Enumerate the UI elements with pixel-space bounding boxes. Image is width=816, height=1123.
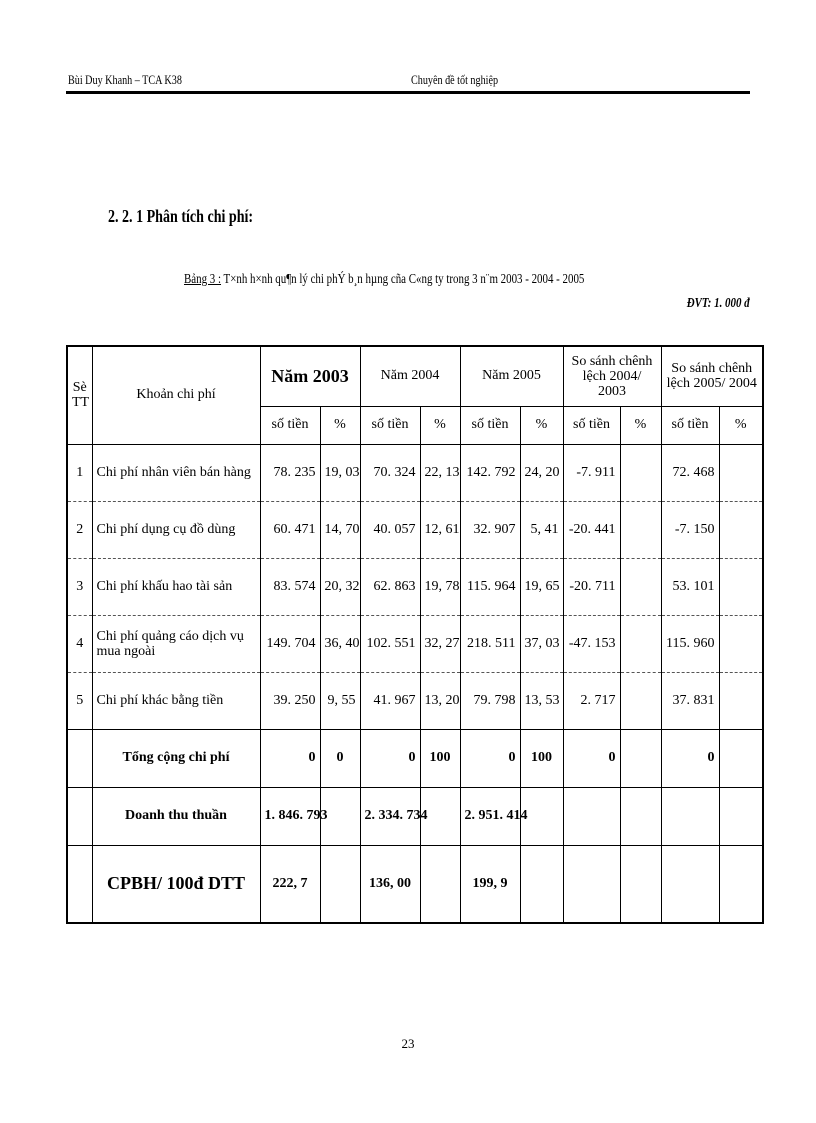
group-2003: Năm 2003 <box>260 346 360 406</box>
sub-amount: số tiền <box>563 406 620 444</box>
ratio-stt <box>67 845 92 923</box>
sub-percent: % <box>719 406 763 444</box>
cell: 1. 846. 793 <box>260 787 320 845</box>
row-stt: 1 <box>67 444 92 501</box>
cell <box>620 672 661 729</box>
cell: 0 <box>260 729 320 787</box>
cell <box>719 729 763 787</box>
cell: 12, 61 <box>420 501 460 558</box>
group-2004: Năm 2004 <box>360 346 460 406</box>
row-name: Chi phí khấu hao tài sản <box>92 558 260 615</box>
cell: 115. 960 <box>661 615 719 672</box>
cell <box>620 615 661 672</box>
cell <box>420 845 460 923</box>
header-author: Bùi Duy Khanh – TCA K38 <box>68 72 182 87</box>
cell: -20. 711 <box>563 558 620 615</box>
cell: 218. 511 <box>460 615 520 672</box>
cell: 78. 235 <box>260 444 320 501</box>
caption-text: T×nh h×nh qu¶n lý chi phÝ b¸n hµng cña C«ng ty trong 3 n¨m 2003 - 2004 - 2005 <box>221 272 585 287</box>
cell <box>719 558 763 615</box>
table-row <box>67 501 763 558</box>
revenue-stt <box>67 787 92 845</box>
group-compare-2005-2004: So sánh chênh lệch 2005/ 2004 <box>661 346 763 406</box>
cell: 142. 792 <box>460 444 520 501</box>
cell: 40. 057 <box>360 501 420 558</box>
cell: 9, 55 <box>320 672 360 729</box>
section-title: 2. 2. 1 Phân tích chi phí: <box>108 206 254 226</box>
cost-table <box>66 345 764 924</box>
sub-percent: % <box>420 406 460 444</box>
cell <box>520 845 563 923</box>
cell: 13, 53 <box>520 672 563 729</box>
sub-amount: số tiền <box>360 406 420 444</box>
cell <box>620 845 661 923</box>
cell: 0 <box>460 729 520 787</box>
cell: 115. 964 <box>460 558 520 615</box>
revenue-row <box>67 787 763 845</box>
cell: 0 <box>320 729 360 787</box>
cell <box>719 444 763 501</box>
table-row <box>67 615 763 672</box>
cell <box>719 845 763 923</box>
cell: 14, 70 <box>320 501 360 558</box>
cell: 149. 704 <box>260 615 320 672</box>
cell: 100 <box>520 729 563 787</box>
cell: 13, 20 <box>420 672 460 729</box>
cell: 79. 798 <box>460 672 520 729</box>
cell: 41. 967 <box>360 672 420 729</box>
col-stt: Sè TT <box>67 346 92 444</box>
cell: 0 <box>360 729 420 787</box>
cell: 199, 9 <box>460 845 520 923</box>
revenue-name: Doanh thu thuần <box>92 787 260 845</box>
cell <box>563 787 620 845</box>
row-name: Chi phí quảng cáo dịch vụ mua ngoài <box>92 615 260 672</box>
cell: -7. 911 <box>563 444 620 501</box>
cell: 53. 101 <box>661 558 719 615</box>
cell <box>719 672 763 729</box>
row-stt: 2 <box>67 501 92 558</box>
header-document-type: Chuyên đề tốt nghiệp <box>411 72 499 87</box>
cell: 32, 27 <box>420 615 460 672</box>
cell <box>620 729 661 787</box>
caption-label: Bảng 3 : <box>184 272 222 287</box>
cell: 20, 32 <box>320 558 360 615</box>
ratio-name: CPBH/ 100đ DTT <box>92 845 260 923</box>
cell: 62. 863 <box>360 558 420 615</box>
cell: 39. 250 <box>260 672 320 729</box>
row-name: Chi phí khác bằng tiền <box>92 672 260 729</box>
cell: 83. 574 <box>260 558 320 615</box>
table-row <box>67 672 763 729</box>
table-row <box>67 444 763 501</box>
cell: 19, 03 <box>320 444 360 501</box>
row-stt: 5 <box>67 672 92 729</box>
cell <box>320 845 360 923</box>
cell: 24, 20 <box>520 444 563 501</box>
cell <box>620 558 661 615</box>
sub-amount: số tiền <box>460 406 520 444</box>
header-rule <box>66 91 750 94</box>
cell: 222, 7 <box>260 845 320 923</box>
cell <box>719 787 763 845</box>
row-stt: 4 <box>67 615 92 672</box>
sub-amount: số tiền <box>661 406 719 444</box>
cell: -7. 150 <box>661 501 719 558</box>
cell: 37, 03 <box>520 615 563 672</box>
group-2005: Năm 2005 <box>460 346 563 406</box>
cell: 100 <box>420 729 460 787</box>
cell <box>620 444 661 501</box>
cell: 2. 951. 414 <box>460 787 520 845</box>
cell: 136, 00 <box>360 845 420 923</box>
cell: 19, 78 <box>420 558 460 615</box>
cell: 72. 468 <box>661 444 719 501</box>
cell: 70. 324 <box>360 444 420 501</box>
ratio-row <box>67 845 763 923</box>
cell: 36, 40 <box>320 615 360 672</box>
row-stt: 3 <box>67 558 92 615</box>
cell <box>719 501 763 558</box>
sub-amount: số tiền <box>260 406 320 444</box>
cell: 0 <box>661 729 719 787</box>
cell <box>620 787 661 845</box>
sub-percent: % <box>320 406 360 444</box>
cell: 32. 907 <box>460 501 520 558</box>
unit-label: ĐVT: 1. 000 đ <box>687 296 750 311</box>
page-number: 23 <box>401 1036 415 1051</box>
cell: 37. 831 <box>661 672 719 729</box>
cell: 19, 65 <box>520 558 563 615</box>
cell: 2. 334. 734 <box>360 787 420 845</box>
cell <box>719 615 763 672</box>
total-name: Tổng cộng chi phí <box>92 729 260 787</box>
cell <box>661 845 719 923</box>
cell <box>661 787 719 845</box>
cell: -47. 153 <box>563 615 620 672</box>
table-caption <box>184 272 697 288</box>
total-row <box>67 729 763 787</box>
table-row <box>67 558 763 615</box>
cell <box>563 845 620 923</box>
sub-percent: % <box>520 406 563 444</box>
group-compare-2004-2003: So sánh chênh lệch 2004/ 2003 <box>563 346 661 406</box>
col-item: Khoản chi phí <box>92 346 260 444</box>
cell: -20. 441 <box>563 501 620 558</box>
cell: 22, 13 <box>420 444 460 501</box>
cell: 102. 551 <box>360 615 420 672</box>
cell: 5, 41 <box>520 501 563 558</box>
row-name: Chi phí dụng cụ đồ dùng <box>92 501 260 558</box>
header-row-1 <box>67 346 763 406</box>
sub-percent: % <box>620 406 661 444</box>
row-name: Chi phí nhân viên bán hàng <box>92 444 260 501</box>
cell <box>620 501 661 558</box>
cell: 2. 717 <box>563 672 620 729</box>
total-stt <box>67 729 92 787</box>
cell: 0 <box>563 729 620 787</box>
cell: 60. 471 <box>260 501 320 558</box>
